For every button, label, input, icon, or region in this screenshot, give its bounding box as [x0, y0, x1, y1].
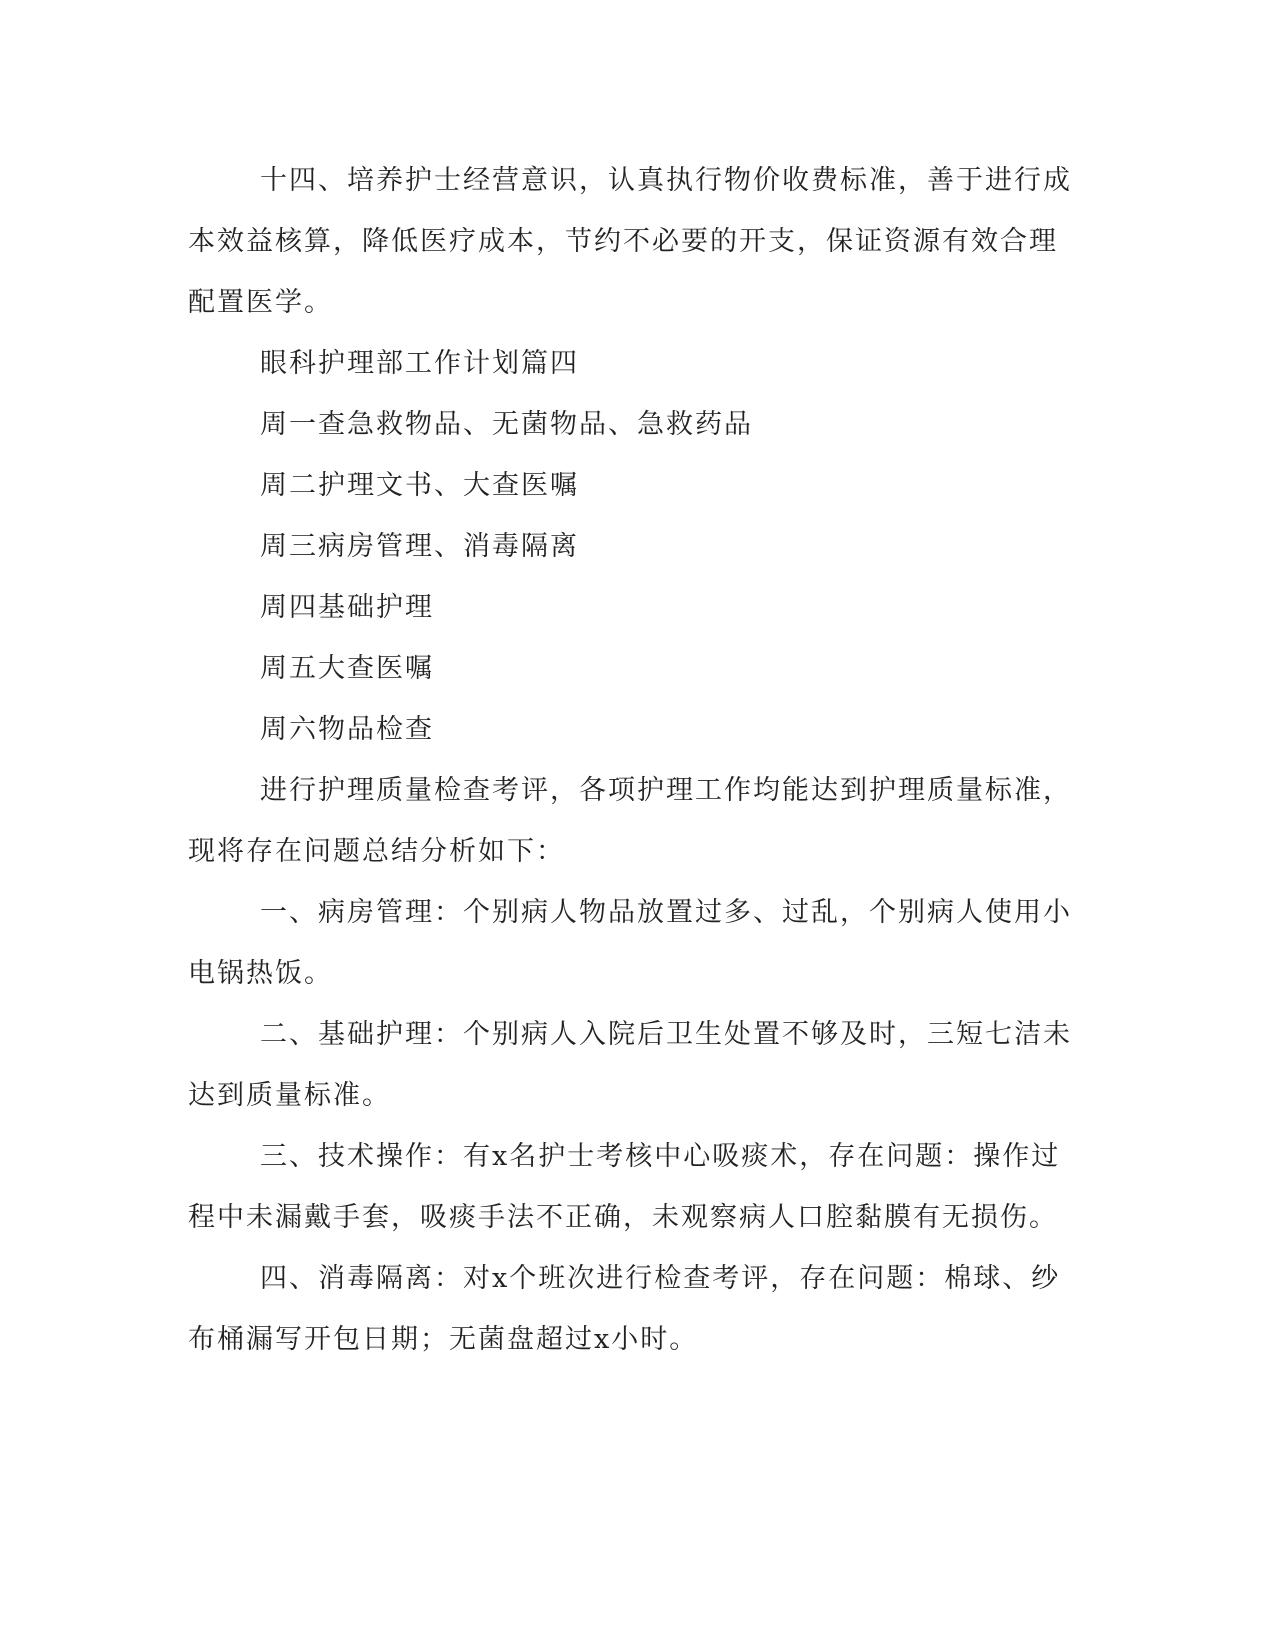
document-body: [188, 150, 1078, 1370]
schedule-wednesday: 周三病房管理、消毒隔离: [260, 531, 579, 562]
schedule-monday: 周一查急救物品、无菌物品、急救药品: [260, 409, 753, 440]
schedule-thursday: 周四基础护理: [260, 592, 434, 623]
schedule-friday: 周五大查医嘱: [260, 653, 434, 684]
issue-basic-care: 二、基础护理：个别病人入院后卫生处置不够及时，三短七洁未达到质量标准。: [188, 1019, 1072, 1111]
issue-technical-operation: 三、技术操作：有x名护士考核中心吸痰术，存在问题：操作过程中未漏戴手套，吸痰手法不正确，未观察病人口腔黏膜有无损伤。: [188, 1141, 1061, 1233]
issue-ward-management: 一、病房管理：个别病人物品放置过多、过乱，个别病人使用小电锅热饭。: [188, 897, 1072, 989]
summary-paragraph: 进行护理质量检查考评，各项护理工作均能达到护理质量标准，现将存在问题总结分析如下：: [188, 775, 1072, 867]
schedule-saturday: 周六物品检查: [260, 714, 434, 745]
section-title: 眼科护理部工作计划篇四: [260, 348, 579, 379]
issue-disinfection-isolation: 四、消毒隔离：对x个班次进行检查考评，存在问题：棉球、纱布桶漏写开包日期；无菌盘超过x小时。: [188, 1263, 1061, 1355]
intro-paragraph: 十四、培养护士经营意识，认真执行物价收费标准，善于进行成本效益核算，降低医疗成本，节约不必要的开支，保证资源有效合理配置医学。: [188, 165, 1072, 318]
schedule-tuesday: 周二护理文书、大查医嘱: [260, 470, 579, 501]
